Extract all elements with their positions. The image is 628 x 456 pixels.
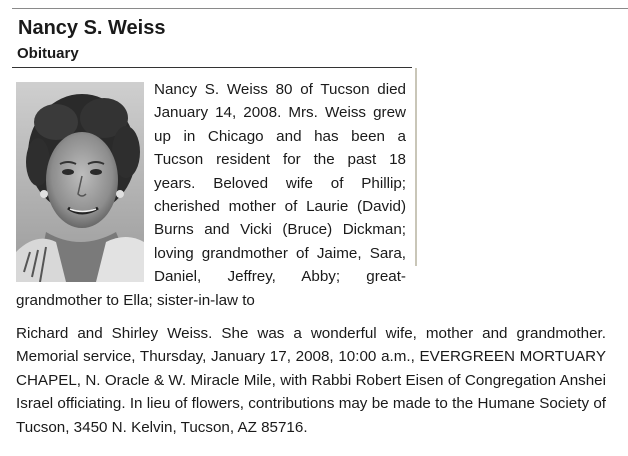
- subtitle-divider: [12, 67, 412, 68]
- obituary-name: Nancy S. Weiss: [18, 17, 166, 39]
- top-divider: [12, 8, 628, 9]
- obituary-text-part1: Nancy S. Weiss 80 of Tucson died January 14, 2008. Mrs. Weiss grew up in Chicago and has been a Tucson resident for the past 18 years. Beloved wife of Phillip; cherished mother of Laurie (David) Burns and Vicki (Bruce) Dickman; loving grandmother of Jaime, Sara, Daniel, Jeffrey, Abby; great-grandmother to Ella; sister-in-law to: [16, 81, 406, 309]
- column-divider: [415, 68, 417, 266]
- obituary-subtitle: Obituary: [17, 45, 79, 62]
- obituary-text-part2: Richard and Shirley Weiss. She was a wonderful wife, mother and grandmother. Memorial service, Thursday, January 17, 2008, 10:00 a.m., EVERGREEN MORTUARY CHAPEL, N. Oracle & W. Miracle Mile, with Rabbi Robert Eisen of Congregation Anshei Israel officiating. In lieu of flowers, contributions may be made to the Humane Society of Tucson, 3450 N. Kelvin, Tucson, AZ 85716.: [16, 325, 606, 436]
- obituary-body: [16, 78, 406, 312]
- portrait-photo: [16, 82, 144, 282]
